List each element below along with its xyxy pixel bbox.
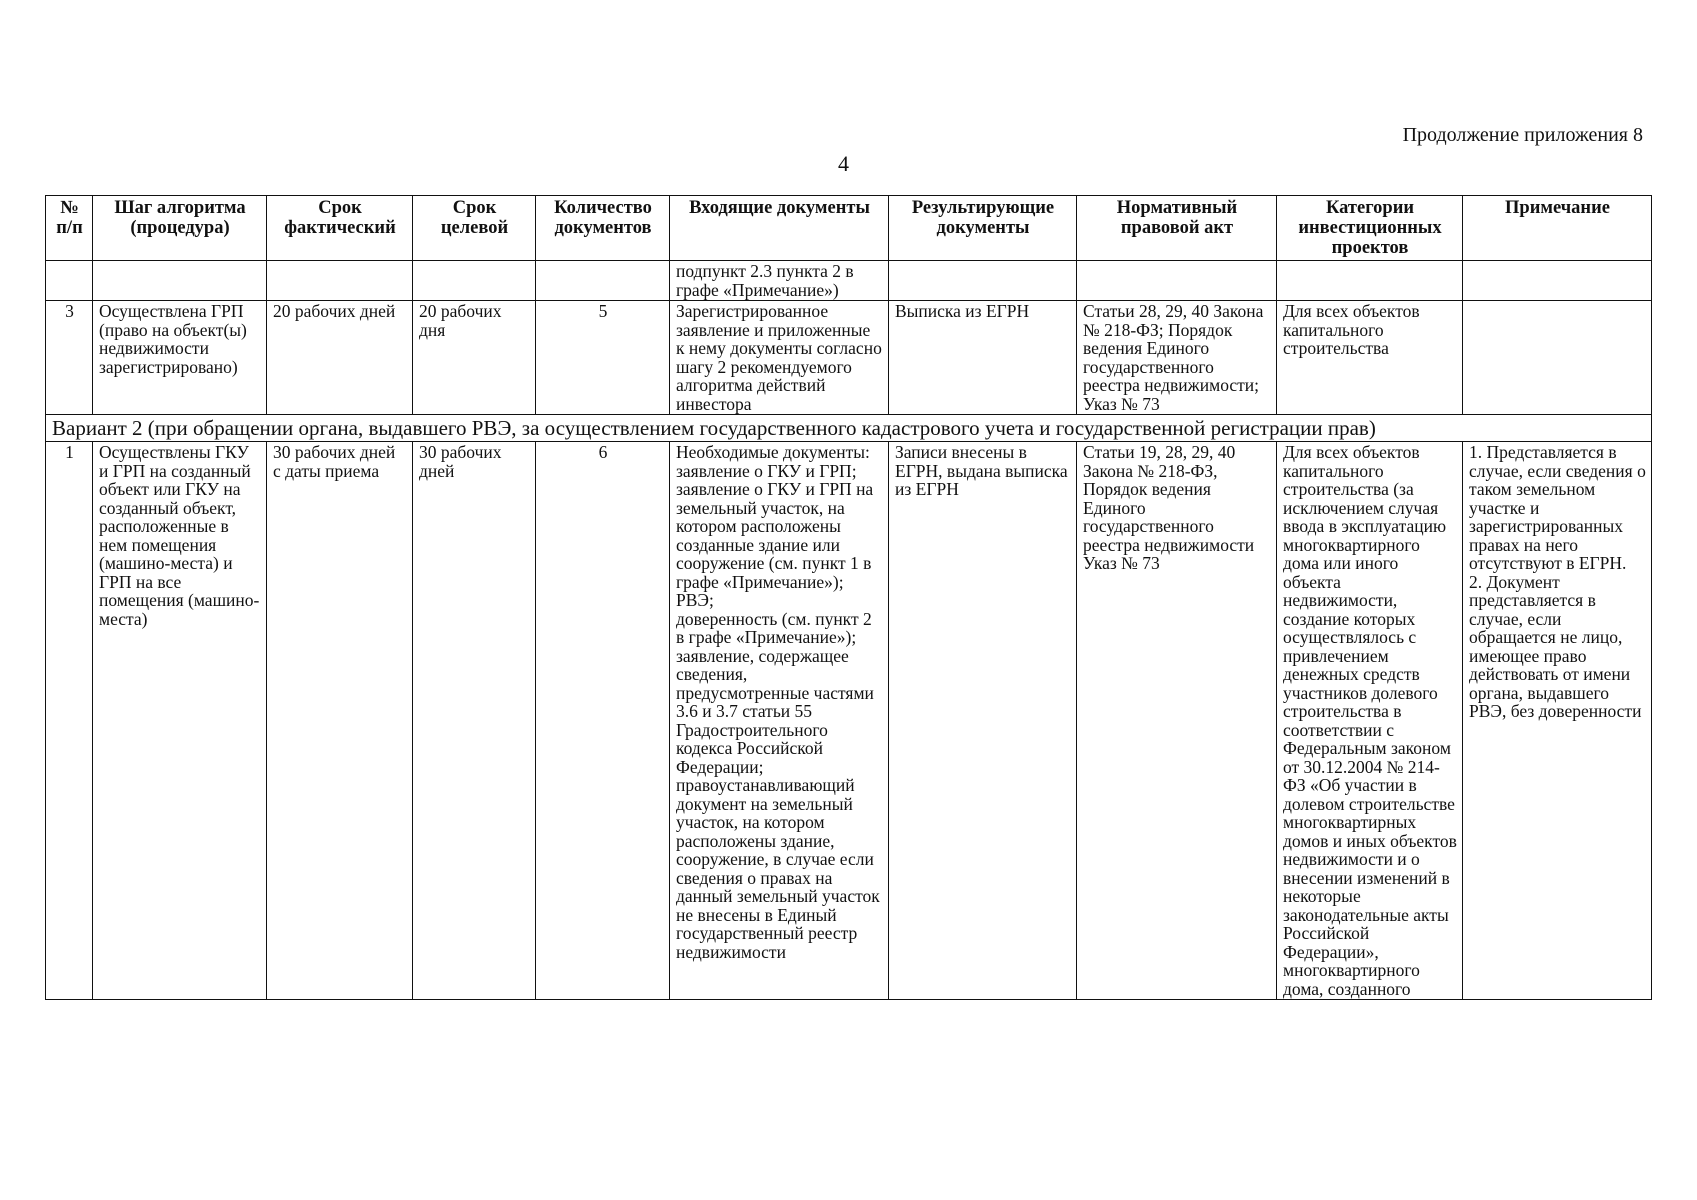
cell-project-categories: Для всех объектов капитального строительства (за исключением случая ввода в эксплуатацию многоквартирного дома или иного объекта недвижимости, создание которых осуществлялось с привлечением денежных средств участников долевого строительства в соответствии с Федеральным законом от 30.12.2004 № 214-ФЗ «Об участии в долевом строительстве многоквартирных домов и иных объектов недвижимости и о внесении изменений в некоторые законодательные акты Российской Федерации», многоквартирного дома, созданного [1277,442,1463,1000]
cell-target-term: 30 рабочих дней [413,442,536,1000]
col-header-resulting-docs: Результирующие документы [889,196,1077,261]
table-row [46,261,1652,301]
col-header-actual-term: Срок фактический [267,196,413,261]
col-header-project-categories: Категории инвестиционных проектов [1277,196,1463,261]
cell-target-term: 20 рабочих дня [413,301,536,415]
cell-num [46,261,93,301]
table-row [46,301,1652,415]
cell-step: Осуществлена ГРП (право на объект(ы) недвижимости зарегистрировано) [93,301,267,415]
cell-legal-act: Статьи 28, 29, 40 Закона № 218-ФЗ; Порядок ведения Единого государственного реестра недвижимости; Указ № 73 [1077,301,1277,415]
cell-project-categories [1277,261,1463,301]
col-header-num: № п/п [46,196,93,261]
col-header-target-term: Срок целевой [413,196,536,261]
cell-note: 1. Представляется в случае, если сведения о таком земельном участке и зарегистрированных правах на него отсутствуют в ЕГРН. 2. Документ представляется в случае, если обращается не лицо, имеющее право действовать от имени органа, выдавшего РВЭ, без доверенности [1463,442,1652,1000]
cell-actual-term: 30 рабочих дней с даты приема [267,442,413,1000]
cell-incoming-docs: Необходимые документы: заявление о ГКУ и ГРП; заявление о ГКУ и ГРП на земельный участок, на котором расположены созданные здание или сооружение (см. пункт 1 в графе «Примечание»); РВЭ; доверенность (см. пункт 2 в графе «Примечание»); заявление, содержащее сведения, предусмотренные частями 3.6 и 3.7 статьи 55 Градостроительного кодекса Российской Федерации; правоустанавливающий документ на земельный участок, на котором расположены здание, сооружение, в случае если сведения о правах на данный земельный участок не внесены в Единый государственный реестр недвижимости [670,442,889,1000]
cell-resulting-docs [889,261,1077,301]
cell-num: 1 [46,442,93,1000]
cell-incoming-docs: подпункт 2.3 пункта 2 в графе «Примечание») [670,261,889,301]
cell-step [93,261,267,301]
algorithm-table [45,195,1652,1000]
cell-resulting-docs: Выписка из ЕГРН [889,301,1077,415]
variant-label: Вариант 2 (при обращении органа, выдавшего РВЭ, за осуществлением государственного кадастрового учета и государственной регистрации прав) [46,415,1652,442]
cell-doc-count: 5 [536,301,670,415]
cell-incoming-docs: Зарегистрированное заявление и приложенные к нему документы согласно шагу 2 рекомендуемого алгоритма действий инвестора [670,301,889,415]
table-row [46,442,1652,1000]
cell-resulting-docs: Записи внесены в ЕГРН, выдана выписка из ЕГРН [889,442,1077,1000]
cell-doc-count: 6 [536,442,670,1000]
col-header-incoming-docs: Входящие документы [670,196,889,261]
cell-legal-act [1077,261,1277,301]
cell-actual-term: 20 рабочих дней [267,301,413,415]
cell-doc-count [536,261,670,301]
table-header-row [46,196,1652,261]
col-header-doc-count: Количество документов [536,196,670,261]
cell-actual-term [267,261,413,301]
cell-num: 3 [46,301,93,415]
col-header-legal-act: Нормативный правовой акт [1077,196,1277,261]
variant-row [46,415,1652,442]
cell-note [1463,261,1652,301]
cell-target-term [413,261,536,301]
col-header-step: Шаг алгоритма (процедура) [93,196,267,261]
cell-legal-act: Статьи 19, 28, 29, 40 Закона № 218-ФЗ, Порядок ведения Единого государственного реестра недвижимости Указ № 73 [1077,442,1277,1000]
continuation-note: Продолжение приложения 8 [1402,124,1643,146]
cell-step: Осуществлены ГКУ и ГРП на созданный объект или ГКУ на созданный объект, расположенные в нем помещения (машино-места) и ГРП на все помещения (машино-места) [93,442,267,1000]
cell-project-categories: Для всех объектов капитального строительства [1277,301,1463,415]
page-number: 4 [838,151,849,176]
cell-note [1463,301,1652,415]
col-header-note: Примечание [1463,196,1652,261]
